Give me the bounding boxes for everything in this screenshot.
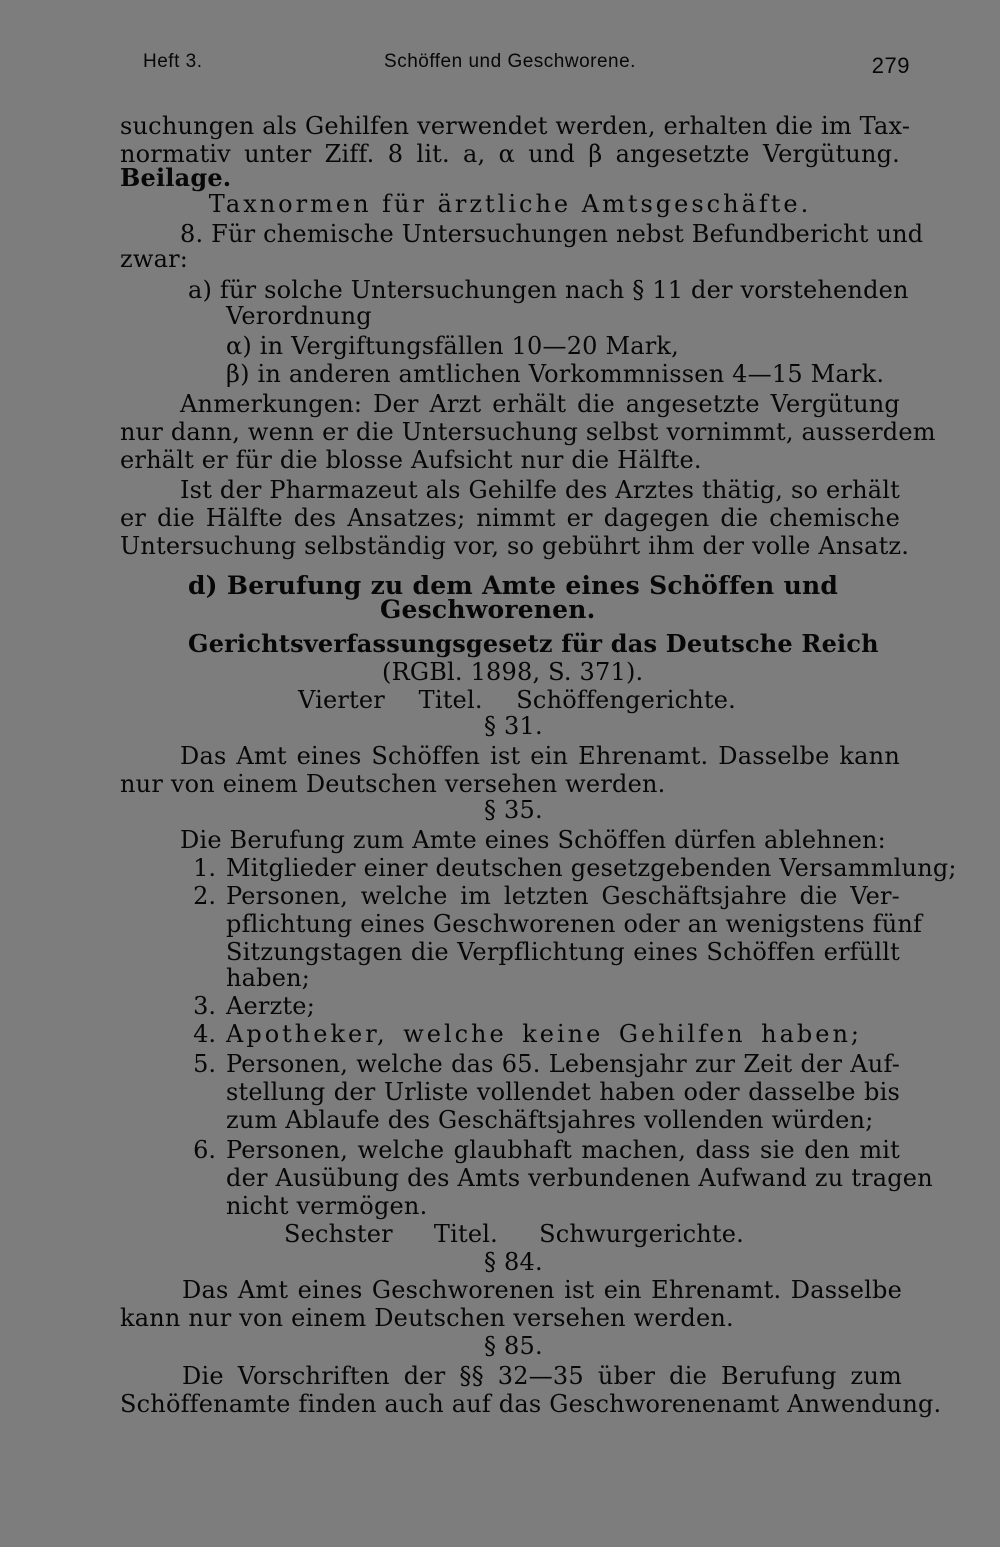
list-number: 5. [193,1050,216,1078]
text-line: α) in Vergiftungsfällen 10—20 Mark, [226,332,679,360]
text-line: er die Hälfte des Ansatzes; nimmt er dagegen die chemische [120,504,900,532]
text-line: 8. Für chemische Untersuchungen nebst Befundbericht und [180,220,924,248]
list-item: stellung der Urliste vollendet haben oder dasselbe bis [226,1078,900,1106]
list-item: Mitglieder einer deutschen gesetzgebenden Versammlung; [226,854,957,882]
page-number: 279 [871,53,910,78]
list-number: 3. [193,992,216,1020]
list-item: haben; [226,964,311,992]
header-left: Heft 3. [143,51,203,72]
list-item: nicht vermögen. [226,1192,428,1220]
taxnormen-heading: Taxnormen für ärztliche Amtsgeschäfte. [208,190,812,218]
header-title: Schöffen und Geschworene. [384,51,636,72]
text-line: Ist der Pharmazeut als Gehilfe des Arztes thätig, so erhält [180,476,900,504]
text-line: nur dann, wenn er die Untersuchung selbst vornimmt, ausserdem [120,418,936,446]
list-item: der Ausübung des Amts verbundenen Aufwand zu tragen [226,1164,933,1192]
list-item: zum Ablaufe des Geschäftsjahres vollenden würden; [226,1106,874,1134]
list-item: Personen, welche das 65. Lebensjahr zur Zeit der Auf- [226,1050,900,1078]
text-line: Untersuchung selbständig vor, so gebührt ihm der volle Ansatz. [120,532,910,560]
section-heading-cont: Geschworenen. [380,595,596,624]
list-item: Personen, welche glaubhaft machen, dass sie den mit [226,1136,900,1164]
paragraph-number: § 84. [484,1248,543,1276]
text-line: Das Amt eines Geschworenen ist ein Ehrenamt. Dasselbe [182,1276,902,1304]
text-line: Die Vorschriften der §§ 32—35 über die Berufung zum [182,1362,902,1390]
text-line: Anmerkungen: Der Arzt erhält die angesetzte Vergütung [180,390,900,418]
paragraph-number: § 35. [484,796,543,824]
text-line: kann nur von einem Deutschen versehen werden. [120,1304,734,1332]
text-line: erhält er für die blosse Aufsicht nur die Hälfte. [120,446,702,474]
text-line: nur von einem Deutschen versehen werden. [120,770,666,798]
law-title: Gerichtsverfassungsgesetz für das Deutsche Reich [188,629,879,658]
text-line: a) für solche Untersuchungen nach § 11 der vorstehenden [188,276,909,304]
list-number: 4. [193,1020,216,1048]
text-line: suchungen als Gehilfen verwendet werden, erhalten die im Tax- [120,112,911,140]
text-line: Verordnung [226,302,372,330]
beilage-label: Beilage. [120,163,232,192]
text-line: Die Berufung zum Amte eines Schöffen dürfen ablehnen: [180,826,886,854]
list-item: pflichtung eines Geschworenen oder an wenigstens fünf [226,910,923,938]
list-item: Apotheker, welche keine Gehilfen haben; [226,1020,862,1048]
list-item: Aerzte; [226,992,315,1020]
law-reference: (RGBl. 1898, S. 371). [382,658,644,686]
text-line: β) in anderen amtlichen Vorkommnissen 4—15 Mark. [226,360,885,388]
title-heading: Sechster Titel. Schwurgerichte. [284,1220,744,1248]
list-number: 6. [193,1136,216,1164]
list-item: Sitzungstagen die Verpflichtung eines Schöffen erfüllt [226,938,900,966]
paragraph-number: § 31. [484,712,543,740]
text-line: Schöffenamte finden auch auf das Geschworenenamt Anwendung. [120,1390,942,1418]
text-line: normativ unter Ziff. 8 lit. a, α und β angesetzte Vergütung. [120,140,900,168]
list-number: 2. [193,882,216,910]
text-line: Das Amt eines Schöffen ist ein Ehrenamt. Dasselbe kann [180,742,900,770]
list-number: 1. [193,854,216,882]
list-item: Personen, welche im letzten Geschäftsjahre die Ver- [226,882,900,910]
paragraph-number: § 85. [484,1332,543,1360]
text-line: zwar: [120,245,189,273]
title-heading: Vierter Titel. Schöffengerichte. [298,686,736,714]
section-heading: d) Berufung zu dem Amte eines Schöffen und [188,571,838,600]
